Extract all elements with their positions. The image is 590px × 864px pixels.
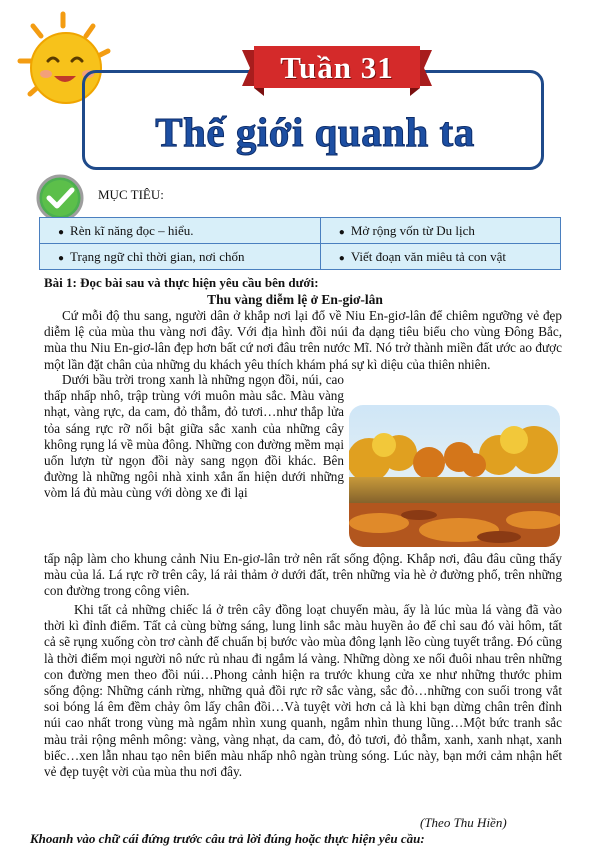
objective-item: ● Viết đoạn văn miêu tả con vật xyxy=(320,244,560,270)
source-credit: (Theo Thu Hiền) xyxy=(420,815,507,830)
objective-item: ● Mở rộng vốn từ Du lịch xyxy=(320,218,560,244)
objective-item: ● Rèn kĩ năng đọc – hiểu. xyxy=(40,218,321,244)
checkmark-icon xyxy=(35,173,85,223)
paragraph-4: Khi tất cả những chiếc lá ở trên cây đồng loạt chuyển màu, ấy là lúc mùa lá vàng đã vào thời kì đỉnh điểm. Tất cả cùng bừng sáng, lung linh sắc màu huyền ảo để chỉ sau đó vài hôm, tất cả sẽ rụng xuống còn trơ cành để chuẩn bị bước vào mùa đông lạnh lẽo cùng tuyết trắng. Đó cũng là thời điểm mọi người nô nức rủ nhau đi ngắm lá vàng. Những dòng xe nối đuôi nhau trên những con đường men theo đồi núi…Phong cảnh hiện ra trước khung cửa xe như những thước phim sống động: Những cánh rừng, những quả đồi rực rỡ sắc vàng, sắc đỏ…những con suối trong vắt soi bóng lá êm đềm chảy ôm lấy chân đồi…Và tuyệt vời hơn cả là khi bạn dừng chân trên đỉnh núi cao nhất trong vùng mà ngắm nhìn xung quanh, ngắm nhìn thung lũng…Một bức tranh sắc màu trải rộng mênh mông: vàng, vàng nhạt, da cam, đỏ, đỏ tươi, đỏ thẫm, xanh, xanh nhạt, xanh biếc…xen lẫn nhau tạo nên biển màu nhấp nhô ngàn trùng sóng. Lúc này, bạn mới cảm nhận hết vẻ đẹp tuyệt vời của mùa thu nơi đây. xyxy=(44,602,562,780)
bullet-icon: ● xyxy=(58,252,65,264)
bullet-icon: ● xyxy=(338,252,345,264)
instruction-text: Khoanh vào chữ cái đứng trước câu trả lời đúng hoặc thực hiện yêu cầu: xyxy=(30,831,425,846)
autumn-lake-photo xyxy=(349,405,560,547)
objective-item: ● Trạng ngữ chỉ thời gian, nơi chốn xyxy=(40,244,321,270)
objectives-table xyxy=(39,217,561,270)
paragraph-3: tấp nập làm cho khung cảnh Niu En-giơ-lân trở nên rất sống động. Khắp nơi, đâu đâu cũng thấy màu của lá. Lá rực rỡ trên cây, lá rải thảm ở dưới đất, trên những vỉa hè ở đường phố, trên những con đường trong công viên. xyxy=(44,551,562,599)
bullet-icon: ● xyxy=(58,226,65,238)
theme-title: Thế giới quanh ta xyxy=(155,109,475,155)
paragraph-1: Cứ mỗi độ thu sang, người dân ở khắp nơi lại đổ về Niu En-giơ-lân để chiêm ngưỡng vẻ đẹp diễm lệ của mùa thu vàng nơi đây. Với địa hình đồi núi đa dạng tiêu biểu cho vùng Đông Bắc, mùa thu Niu En-giơ-lân đẹp hơn bất cứ nơi đâu trên nước Mĩ. Nó trở thành miền đất ước ao được một lần đặt chân của những du khách yêu thích khám phá sự kì diệu của thiên nhiên. xyxy=(44,308,562,372)
week-title: Tuần 31 xyxy=(280,50,394,85)
story-title: Thu vàng diễm lệ ở En-giơ-lân xyxy=(207,292,383,307)
bullet-icon: ● xyxy=(338,226,345,238)
exercise-label: Bài 1: Đọc bài sau và thực hiện yêu cầu bên dưới: xyxy=(44,275,319,290)
objectives-label: MỤC TIÊU: xyxy=(98,187,164,202)
paragraph-2: Dưới bầu trời trong xanh là những ngọn đồi, núi, cao thấp nhấp nhô, trập trùng với muôn màu sắc. Màu vàng nhạt, vàng rực, da cam, đỏ thẫm, đỏ tươi…như thắp lửa tỏa sáng rực rỡ nổi bật giữa sắc xanh của những cây không rụng lá về mùa đông. Những con đường mềm mại uốn lượn từ ngọn đồi này sang ngọn đồi khác. Bên đường là những ngôi nhà xinh xắn ẩn hiện dưới những vòm lá đủ màu cùng với dòng xe đi lại xyxy=(44,372,344,501)
